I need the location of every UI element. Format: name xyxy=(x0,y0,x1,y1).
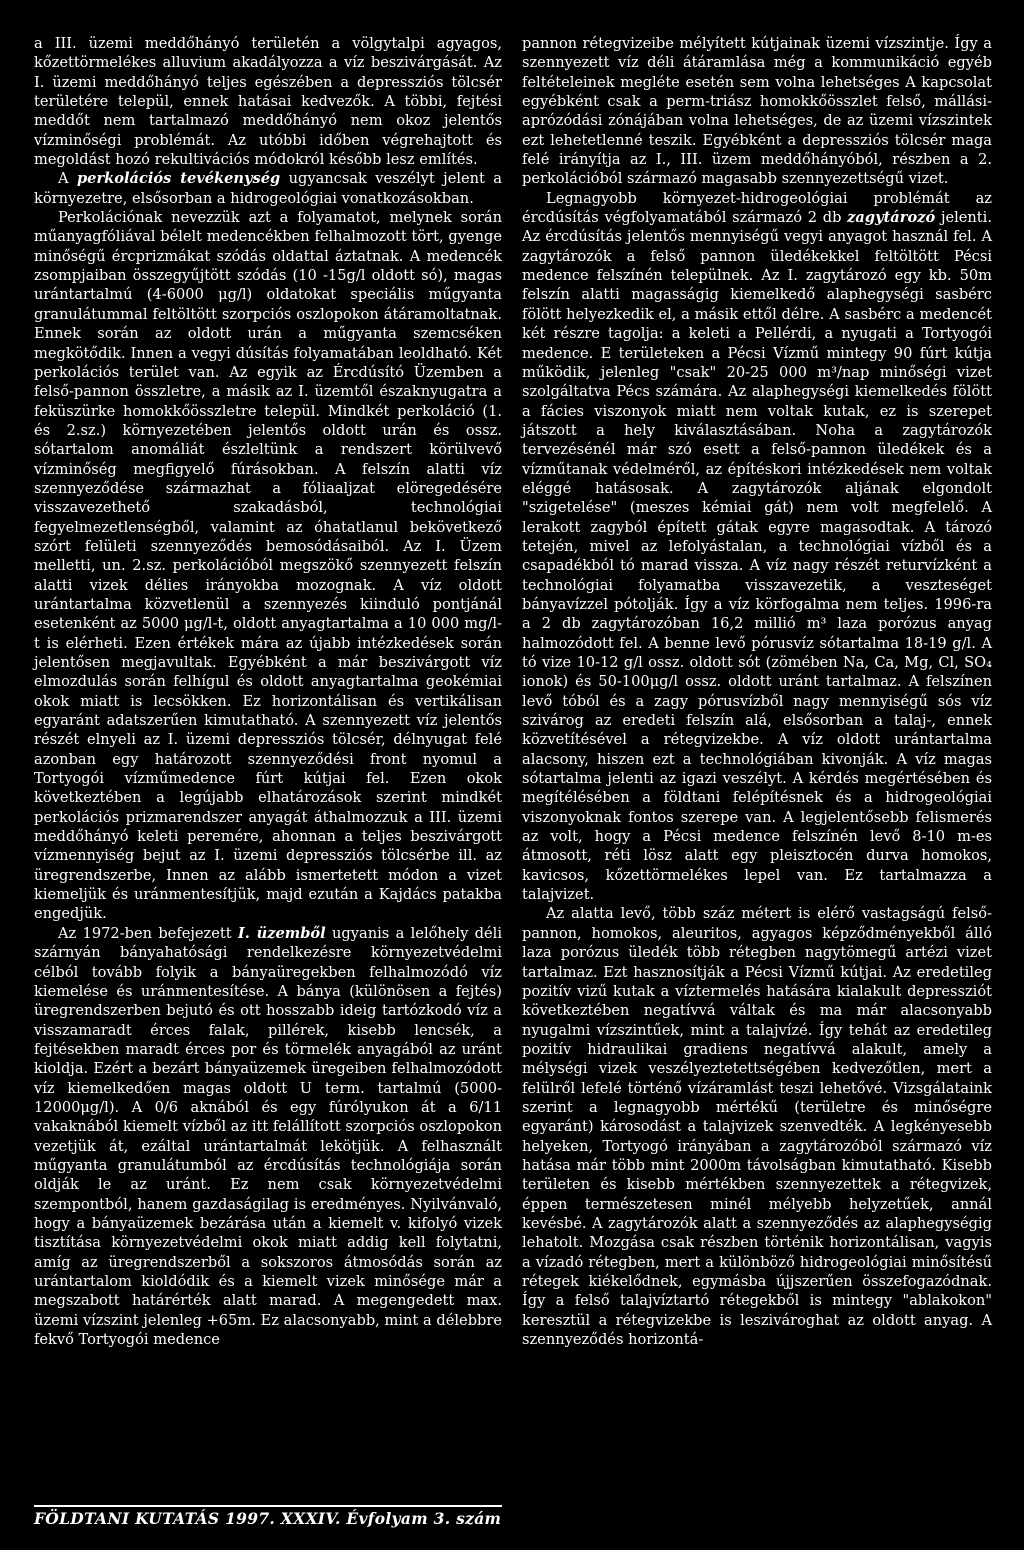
left-paragraph-4-rest: ugyanis a lelőhely déli szárnyán bányahatósági rendelkezésre környezetvédelmi célból tovább folyik a bányaüregekben felhalmozódó víz kiemelése és uránmentesítése. A bánya (különösen a fejtés) üregrendszerben bejutó és ott hosszabb ideig tartózkodó víz a visszamaradt érces falak, pillérek, kisebb lencsék, a fejtésekben maradt érces por és törmelék anyagából az uránt kioldja. Ezért a bezárt bányaüzemek üregeiben felhalmozódott víz kiemelkedően magas oldott U term. tartalmú (5000-12000μg/l). A 0/6 aknából és egy fúrólyukon át a 6/11 vakaknából kiemelt vízből az itt felállított szorpciós oszlopokon vezetjük át, ezáltal urántartalmát lekötjük. A felhasznált műgyanta granulátumból az ércdúsítás technológiája során oldják le az uránt. Ez nem csak környezetvédelmi szempontból, hanem gazdaságilag is eredményes. Nyilvánvaló, hogy a bányaüzemek bezárása után a kiemelt v. kifolyó vizek tisztítása környezetvédelmi okok miatt addig kell folytatni, amíg az üregrendszerből a sokszoros átmosódás során az urántartalom kioldódik és a kiemelt vizek minősége már a megszabott határérték alatt marad. A megengedett max. üzemi vízszint jelenleg +65m. Ez alacsonyabb, mint a délebbre fekvő Tortyogói medence xyxy=(34,924,502,1349)
perkolacios-tevekenyseg-emphasis: perkolációs tevékenység xyxy=(76,170,281,188)
footer-rule xyxy=(34,1505,502,1507)
left-paragraph-2-rest: ugyancsak veszélyt jelent a környezetre, elsősorban a hidrogeológiai vonatkozásokban. xyxy=(34,170,502,207)
left-paragraph-2-lead: A xyxy=(58,170,77,188)
right-paragraph-3: Az alatta levő, több száz métert is elérő vastagságú felső-pannon, homokos, aleuritos, agyagos képződményekből álló laza porózus üledék több rétegben nagytömegű artézi vizet tartalmaz. Ezt hasznosítják a Pécsi Vízmű kútjai. Az eredetileg pozitív vizű kutak a víztermelés hatására kialakult depressziót következtében negatívvá váltak és ma már alacsonyabb nyugalmi vízszintűek, mint a talajvízé. Így tehát az eredetileg pozitív hidraulikai gradiens negatívvá alakult, amely a mélységi vizek veszélyeztetettségében kedvezőtlen, mert a felülről lefelé történő vízáramlást teszi lehetővé. Vizsgálataink szerint a legnagyobb mértékű (területre és minőségre egyaránt) károsodást a talajvizek szenvedték. A legkényesebb helyeken, Tortyogó irányában a zagytározóból származó víz hatása már több mint 2000m távolságban kimutatható. Kisebb területen és kisebb mértékben szennyezettek a rétegvizek, éppen természetesen minél mélyebb helyzetűek, annál kevésbé. A zagytározók alatt a szennyeződés az alaphegységig lehatolt. Mozgása csak részben történik horizontálisan, vagyis a vízadó rétegben, mert a különböző hidrogeológiai minősítésű rétegek kiékelődnek, egymásba újjszerűen összefogazódnak. Így a felső talajvíztartó rétegekből is mintegy "ablakokon" keresztül a rétegvizekbe is leszivároghat az oldott anyag. A szennyeződés horizontá- xyxy=(522,905,992,1349)
right-paragraph-2 xyxy=(522,189,992,905)
right-paragraph-1: pannon rétegvizeibe mélyített kútjainak üzemi vízszintje. Így a szennyezett víz déli átáramlása még a kommunikáció egyéb feltételeinek megléte esetén sem volna lehetséges A kapcsolat egyébként csak a perm-triász homokkőösszlet felső, mállási-aprózódási zónájában volna lehetséges, de az üzemi vízszintek ezt lehetetlenné teszik. Egyébként a depressziós tölcsér maga felé irányítja az I., III. üzem meddőhányóból, részben a 2. perkolációból származó magasabb szennyezettségű vizet. xyxy=(522,35,992,188)
right-column xyxy=(522,34,992,1349)
left-paragraph-3: Perkolációnak nevezzük azt a folyamatot, melynek során műanyagfóliával bélelt medencékben felhalmozott tört, gyenge minőségű ércprizmákat szódás oldattal áztatnak. A medencék zsompjaiban összegyűjtött szódás (10 -15g/l oldott só), magas urántartalmú (4-6000 μg/l) oldatokat speciális műgyanta granulátummal feltöltött szorpciós oszlopokon átáramoltatnak. Ennek során az oldott urán a műgyanta szemcséken megkötődik. Innen a vegyi dúsítás folyamatában leoldható. Két perkolációs terület van. Az egyik az Ércdúsító Üzemben a felső-pannon összletre, a másik az I. üzemtől északnyugatra a feküszürke homokkőösszletre települ. Mindkét perkoláció (1. és 2.sz.) környezetében jelentős oldott urán és ossz. sótartalom anomáliát észleltünk a rendszert körülvevő vízminőség megfigyelő fúrásokban. A felszín alatti víz szennyeződése származhat a fóliaaljzat elöregedésére visszavezethető szakadásból, technológiai fegyelmezetlenségből, valamint az óhatatlanul bekövetkező szórt felületi szennyeződés bemosódásaiból. Az I. Üzem melletti, un. 2.sz. perkolációból megszökő szennyezett felszín alatti vizek délies irányokba mozognak. A víz oldott urántartalma közvetlenül a szennyezés kiinduló pontjánál esetenként az 5000 μg/l-t, oldott anyagtartalma a 10 000 mg/l-t is elérheti. Ezen értékek mára az újabb intézkedések során jelentősen megjavultak. Egyébként a már beszivárgott víz elmozdulás során felhígul és oldott anyagtartalma geokémiai okok miatt is lecsökken. Ez horizontálisan és vertikálisan egyaránt adatszerűen kimutatható. A szennyezett víz jelentős részét elnyeli az I. üzemi depressziós tölcsér, délnyugat felé azonban egy határozott szennyeződési front nyomul a Tortyogói vízműmedence fúrt kútjai fel. Ezen okok következtében a legújabb elhatározások szerint mindkét perkolációs prizmarendszer anyagát áthalmozzuk a III. üzemi meddőhányó keleti peremére, ahonnan a teljes beszivárgott vízmennyiség bejut az I. üzemi depressziós tölcsérbe ill. az üregrendszerbe, Innen az alább ismertetett módon a vizet kiemeljük és uránmentesítjük, majd ezután a Kajdács patakba engedjük. xyxy=(34,209,502,923)
i-uzembol-emphasis: I. üzemből xyxy=(237,924,326,942)
left-paragraph-1: a III. üzemi meddőhányó területén a völgytalpi agyagos, kőzettörmelékes alluvium akadályozza a víz beszivárgását. Az I. üzemi meddőhányó teljes egészében a depressziós tölcsér területére települ, ennek hatásai kedvezők. A többi, fejtési meddőt nem tartalmazó meddőhányó nem okoz jelentős vízminőségi problémát. Az utóbbi időben végrehajtott és megoldást hozó rekultivációs módokról később lesz említés. xyxy=(34,35,502,169)
right-paragraph-2-rest: jelenti. Az ércdúsítás jelentős mennyiségű vegyi anyagot használ fel. A zagytározók a felső pannon üledékekkel feltöltött Pécsi medence felszínén települnek. Az I. zagytározó egy kb. 50m felszín alatti magasságig kiemelkedő alaphegységi sasbérc fölött helyezkedik el, a másik ettől délre. A sasbérc a medencét két részre tagolja: a keleti a Pellérdi, a nyugati a Tortyogói medence. E területeken a Pécsi Vízmű mintegy 90 fúrt kútja működik, jelenleg "csak" 20-25 000 m³/nap minőségi vizet szolgáltatva Pécs számára. Az alaphegységi kiemelkedés fölött a fácies viszonyok miatt nem voltak kutak, ez is szerepet játszott a hely kiválasztásában. Noha a zagytározók tervezésénél már szó esett a felső-pannon üledékek és a vízműtanak védelméről, az építéskori intézkedések nem voltak eléggé hatásosak. A zagytározók aljának elgondolt "szigetelése" (meszes kémiai gát) nem volt megfelelő. A lerakott zagyból épített gátak egyre magasodtak. A tározó tetején, mivel az lefolyástalan, a technológiai vízből és a csapadékból tó marad vissza. A víz nagy részét returvízként a technológiai folyamatba visszavezetik, a veszteséget bányavízzel pótolják. Így a víz körfogalma nem teljes. 1996-ra a 2 db zagytározóban 16,2 millió m³ laza porózus anyag halmozódott fel. A benne levő pórusvíz sótartalma 18-19 g/l. A tó vize 10-12 g/l ossz. oldott sót (zömében Na, Ca, Mg, Cl, SO₄ ionok) és 50-100μg/l ossz. oldott uránt tartalmaz. A felszínen levő tóból és a zagy pórusvízből nagy mennyiségű sós víz szivárog az eredeti felszín alá, elsősorban a talaj-, ennek közvetítésével a rétegvizekbe. A víz oldott urántartalma alacsony, hiszen ezt a technológiában kivonják. A víz magas sótartalma jelenti az igazi veszélyt. A kérdés megértésében és megítélésében a földtani felépítésnek és a hidrogeológiai viszonyoknak fontos szerepe van. A legjelentősebb felismerés az volt, hogy a Pécsi medence felszínén levő 8-10 m-es átmosott, réti lösz alatt egy pleisztocén durva homokos, kavicsos, kőzettörmelékes lepel van. Ez tartalmazza a talajvizet. xyxy=(522,209,992,904)
journal-footer: FÖLDTANI KUTATÁS 1997. XXXIV. Évfolyam 3. szám xyxy=(34,1509,502,1528)
left-paragraph-4-lead: Az 1972-ben befejezett xyxy=(58,924,238,942)
left-column xyxy=(34,34,502,1349)
left-paragraph-4 xyxy=(34,924,502,1350)
right-paragraph-2-lead: Legnagyobb környezet-hidrogeológiai problémát az ércdúsítás végfolyamatából származó 2 db xyxy=(522,189,992,227)
left-paragraph-2 xyxy=(34,169,502,208)
zagytarozo-emphasis: zagytározó xyxy=(847,209,936,227)
